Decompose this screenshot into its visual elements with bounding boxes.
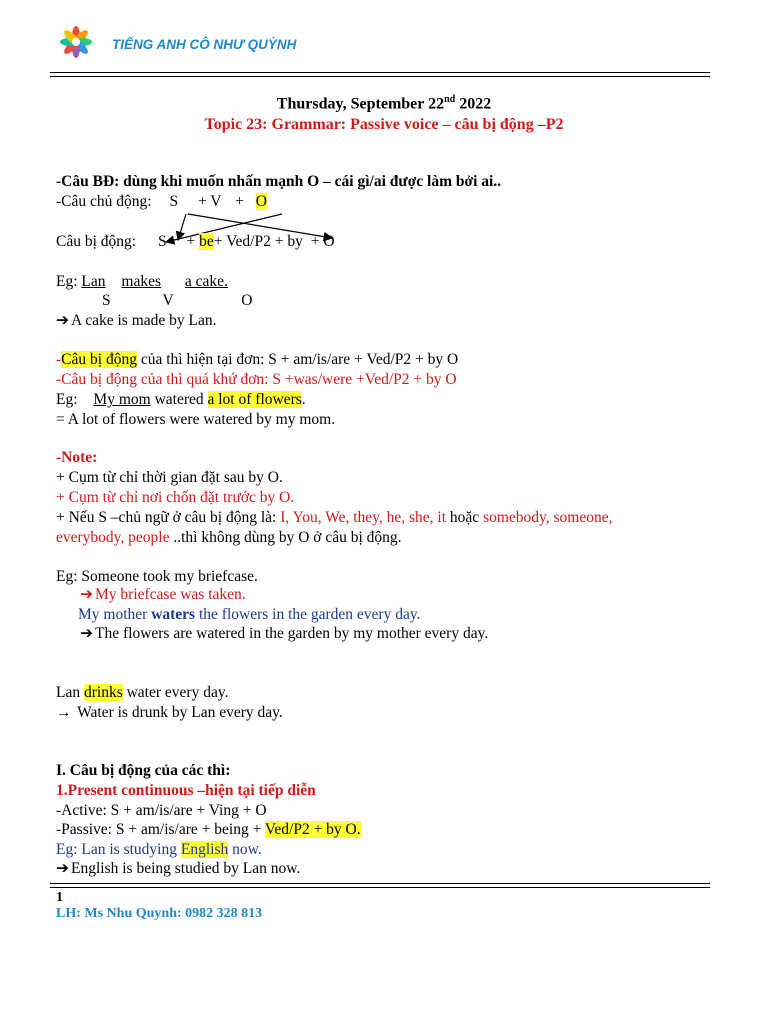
note-line-4: everybody, people ..thì không dùng by O ở câu bị động.: [56, 529, 402, 546]
right-arrow-icon: ➔: [56, 312, 69, 329]
example-2-mother: My mother waters the flowers in the garden every day.: [78, 606, 421, 623]
definition-line: -Câu BĐ: dùng khi muốn nhấn mạnh O – cái gì/ai được làm bởi ai..: [56, 173, 502, 190]
past-example: Eg: My mom watered a lot of flowers.: [56, 391, 306, 408]
example-2-result-2: ➔ The flowers are watered in the garden by my mother every day.: [80, 625, 489, 642]
right-arrow-icon: ➔: [80, 625, 93, 642]
header-divider: [50, 72, 710, 73]
brand-name: TIẾNG ANH CÔ NHƯ QUỲNH: [112, 37, 297, 52]
right-arrow-icon: ➔: [80, 586, 93, 603]
example-2-result-1: ➔ My briefcase was taken.: [80, 586, 246, 603]
past-simple-rule: -Câu bị động của thì quá khứ đơn: S +was/were +Ved/P2 + by O: [56, 371, 457, 388]
present-continuous-heading: 1.Present continuous –hiện tại tiếp diễn: [56, 782, 316, 799]
contact-info: LH: Ms Nhu Quynh: 0982 328 813: [56, 906, 263, 921]
passive-formula: -Passive: S + am/is/are + being + Ved/P2 + by O.: [56, 821, 361, 838]
active-structure: -Câu chủ động: S + V + O: [56, 193, 267, 210]
footer-divider: [50, 883, 710, 884]
example-3-sentence: Lan drinks water every day.: [56, 684, 229, 701]
page-title: Topic 23: Grammar: Passive voice – câu bị động –P2: [204, 116, 564, 133]
page-number: 1: [56, 890, 63, 905]
note-title: -Note:: [56, 449, 98, 466]
active-formula: -Active: S + am/is/are + Ving + O: [56, 802, 267, 819]
section-heading: I. Câu bị động của các thì:: [56, 762, 231, 779]
present-continuous-example: Eg: Lan is studying English now.: [56, 841, 262, 858]
passive-structure: Câu bị động: S + be+ Ved/P2 + by + O: [56, 233, 335, 250]
header-divider-2: [50, 76, 710, 77]
example-1-labels: S V O: [102, 292, 253, 309]
right-arrow-icon: →: [56, 704, 72, 721]
page-date: Thursday, September 22nd 2022: [276, 94, 492, 113]
example-1-result: ➔ A cake is made by Lan.: [56, 312, 217, 329]
footer-divider-2: [50, 887, 710, 888]
example-2-sentence: Eg: Someone took my briefcase.: [56, 568, 258, 585]
present-continuous-result: ➔ English is being studied by Lan now.: [56, 860, 301, 877]
example-1-sentence: Eg: Lan makes a cake.: [56, 273, 228, 290]
logo: [60, 26, 92, 58]
right-arrow-icon: ➔: [56, 860, 69, 877]
note-line-2: + Cụm từ chỉ nơi chốn đặt trước by O.: [56, 489, 295, 506]
example-3-result: → Water is drunk by Lan every day.: [56, 704, 283, 721]
past-example-result: = A lot of flowers were watered by my mom.: [56, 411, 336, 428]
note-line-3: + Nếu S –chủ ngữ ở câu bị động là: I, You, We, they, he, she, it hoặc somebody, someone,: [56, 509, 613, 526]
note-line-1: + Cụm từ chỉ thời gian đặt sau by O.: [56, 469, 283, 486]
present-simple-rule: -Câu bị động của thì hiện tại đơn: S + am/is/are + Ved/P2 + by O: [56, 351, 459, 368]
flower-logo-icon: [60, 26, 92, 58]
